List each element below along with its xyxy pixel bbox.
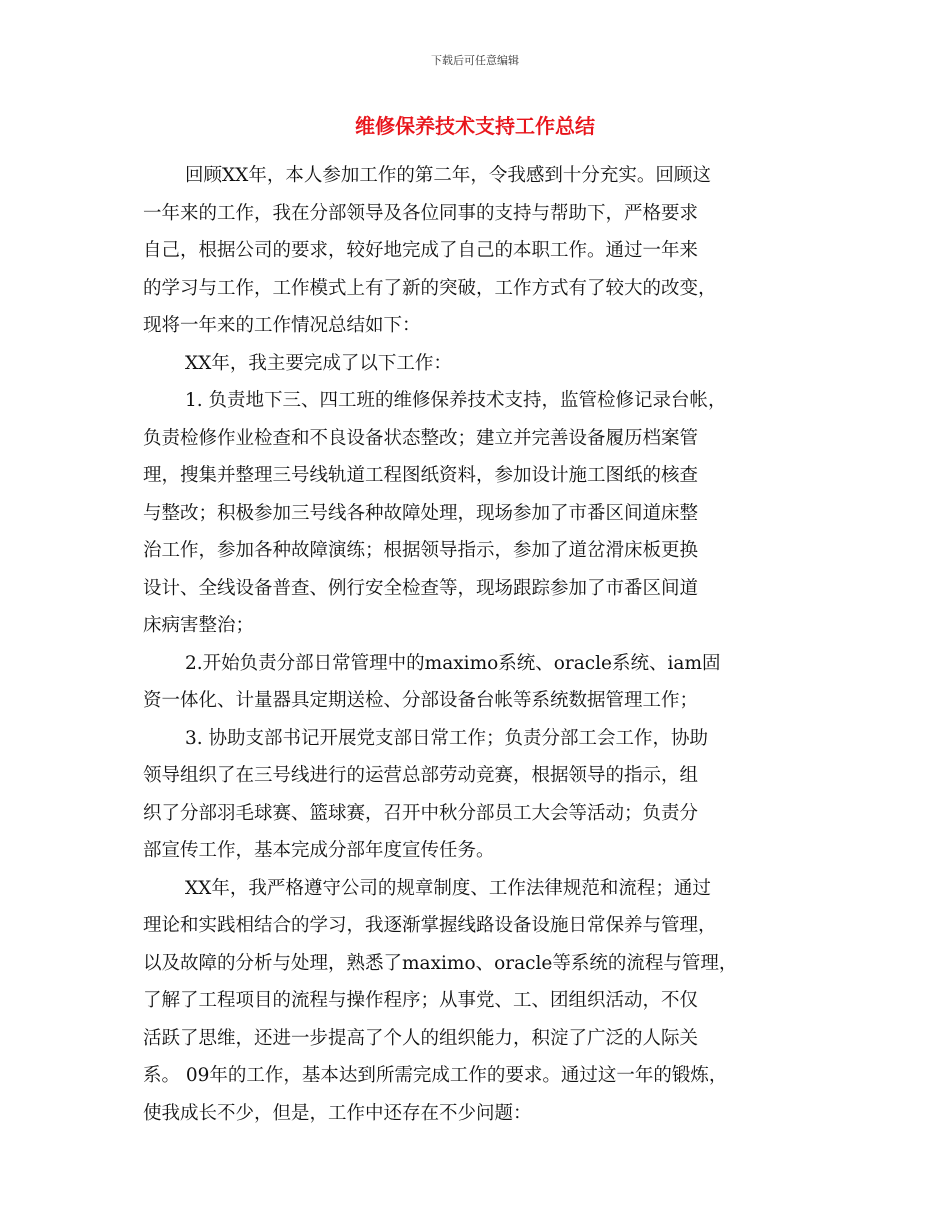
text-line: 2.开始负责分部日常管理中的maximo系统、oracle系统、iam固 (185, 652, 721, 674)
text-line: XX年，我主要完成了以下工作： (185, 352, 452, 374)
paragraph-review (143, 870, 823, 1133)
document-body (143, 157, 823, 1132)
text-line: 系。 09年的工作，基本达到所需完成工作的要求。通过这一年的锻炼， (143, 1065, 728, 1086)
text-line: 活跃了思维，还进一步提高了个人的组织能力，积淀了广泛的人际关 (143, 1027, 699, 1049)
header-note: 下载后可任意编辑 (431, 54, 519, 67)
text-line: 部宣传工作，基本完成分部年度宣传任务。 (143, 840, 495, 861)
text-line: 3. 协助支部书记开展党支部日常工作；负责分部工会工作，协助 (185, 727, 709, 749)
text-line: 领导组织了在三号线进行的运营总部劳动竞赛，根据领导的指示，组 (143, 765, 699, 786)
text-line: 的学习与工作，工作模式上有了新的突破，工作方式有了较大的改变， (143, 277, 717, 299)
text-line: 设计、全线设备普查、例行安全检查等，现场跟踪参加了市番区间道 (143, 577, 699, 599)
text-line: 织了分部羽毛球赛、篮球赛，召开中秋分部员工大会等活动；负责分 (143, 802, 699, 824)
text-line: 理，搜集并整理三号线轨道工程图纸资料，参加设计施工图纸的核查 (143, 465, 699, 486)
text-line: 了解了工程项目的流程与操作程序；从事党、工、团组织活动，不仅 (143, 990, 699, 1011)
text-line: 现将一年来的工作情况总结如下： (143, 315, 421, 336)
paragraph-summary-heading (143, 345, 823, 383)
paragraph-item-3 (143, 720, 823, 870)
text-line: 资一体化、计量器具定期送检、分部设备台帐等系统数据管理工作； (143, 690, 699, 711)
paragraph-intro (143, 157, 823, 345)
text-line: 使我成长不少，但是，工作中还存在不少问题： (143, 1102, 532, 1124)
text-line: 自己，根据公司的要求，较好地完成了自己的本职工作。通过一年来 (143, 240, 699, 261)
text-line: XX年，我严格遵守公司的规章制度、工作法律规范和流程；通过 (185, 877, 711, 899)
document-title: 维修保养技术支持工作总结 (355, 114, 595, 138)
text-line: 一年来的工作，我在分部领导及各位同事的支持与帮助下，严格要求 (143, 202, 699, 224)
text-line: 与整改；积极参加三号线各种故障处理，现场参加了市番区间道床整 (143, 502, 699, 524)
paragraph-item-1 (143, 382, 823, 645)
text-line: 负责检修作业检查和不良设备状态整改；建立并完善设备履历档案管 (143, 427, 699, 449)
text-line: 1. 负责地下三、四工班的维修保养技术支持，监管检修记录台帐， (185, 390, 727, 411)
paragraph-item-2 (143, 645, 823, 720)
text-line: 理论和实践相结合的学习，我逐渐掌握线路设备设施日常保养与管理， (143, 915, 717, 936)
text-line: 以及故障的分析与处理，熟悉了maximo、oracle等系统的流程与管理， (143, 952, 738, 974)
text-line: 回顾XX年，本人参加工作的第二年，令我感到十分充实。回顾这 (185, 165, 711, 186)
text-line: 治工作，参加各种故障演练；根据领导指示，参加了道岔滑床板更换 (143, 540, 699, 561)
text-line: 床病害整治； (143, 615, 255, 636)
